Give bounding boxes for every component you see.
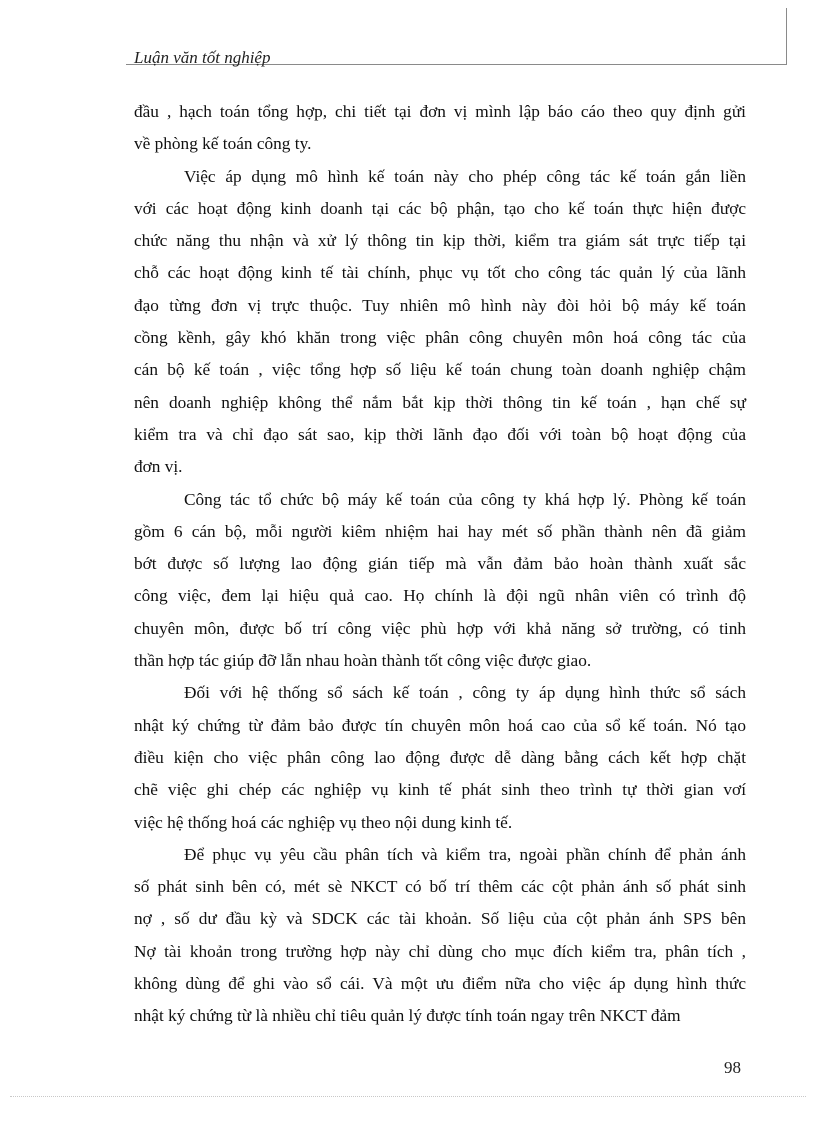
footer-divider [10,1096,806,1097]
text-line: chỗ các hoạt động kinh tế tài chính, phục vụ tốt cho công tác quản lý của lãnh [134,263,746,283]
paragraph [134,839,746,1033]
text-line: đơn vị. [134,457,183,477]
text-line: đạo từng đơn vị trực thuộc. Tuy nhiên mô hình này đòi hỏi bộ máy kế toán [134,295,746,315]
text-line: gồm 6 cán bộ, mỗi người kiêm nhiệm hai hay mét số phần thành nên đã giảm [134,521,746,541]
text-line: nhật ký chứng từ là nhiều chỉ tiêu quản lý được tính toán ngay trên NKCT đảm [134,1006,681,1026]
paragraph [134,161,746,484]
text-line: Để phục vụ yêu cầu phân tích và kiểm tra, ngoài phần chính để phản ánh [184,844,746,864]
text-line: việc hệ thống hoá các nghiệp vụ theo nội dung kinh tế. [134,812,513,832]
text-line: về phòng kế toán công ty. [134,134,312,154]
text-line: công việc, đem lại hiệu quả cao. Họ chính là đội ngũ nhân viên có trình độ [134,586,746,606]
paragraph [134,677,746,838]
page-number: 98 [724,1058,741,1077]
text-line: chức năng thu nhận và xử lý thông tin kịp thời, kiểm tra giám sát trực tiếp tại [134,231,746,251]
paragraph [134,96,746,161]
text-line: Việc áp dụng mô hình kế toán này cho phép công tác kế toán gắn liền [184,166,746,186]
paragraph [134,484,746,678]
text-line: số phát sinh bên có, mét sè NKCT có bố trí thêm các cột phản ánh số phát sinh [134,877,746,897]
body-text [134,96,746,1033]
text-line: Đối với hệ thống sổ sách kế toán , công ty áp dụng hình thức sổ sách [184,683,746,703]
text-line: kiểm tra và chỉ đạo sát sao, kịp thời lãnh đạo đối với toàn bộ hoạt động của [134,424,746,444]
text-line: chẽ việc ghi chép các nghiệp vụ kinh tế phát sinh theo trình tự thời gian vơí [134,780,746,800]
text-line: Công tác tổ chức bộ máy kế toán của công ty khá hợp lý. Phòng kế toán [184,489,746,509]
text-line: thần hợp tác giúp đỡ lẫn nhau hoàn thành tốt công việc được giao. [134,651,592,671]
text-line: cán bộ kế toán , việc tổng hợp số liệu kế toán chung toàn doanh nghiệp chậm [134,360,746,380]
text-line: nợ , số dư đầu kỳ và SDCK các tài khoản. Số liệu của cột phản ánh SPS bên [134,909,746,929]
text-line: chuyên môn, được bố trí công việc phù hợp với khả năng sở trường, có tinh [134,618,746,638]
text-line: bớt được số lượng lao động gián tiếp mà vẫn đảm bảo hoàn thành xuất sắc [134,554,746,574]
text-line: nên doanh nghiệp không thể nắm bắt kịp thời thông tin kế toán , hạn chế sự [134,392,746,412]
text-line: cồng kềnh, gây khó khăn trong việc phân công chuyên môn hoá công tác của [134,328,746,348]
text-line: Nợ tài khoản trong trường hợp này chỉ dùng cho mục đích kiểm tra, phân tích , [134,941,746,961]
text-line: điều kiện cho việc phân công lao động được dễ dàng bằng cách kết hợp chặt [134,747,746,767]
text-line: đầu , hạch toán tổng hợp, chi tiết tại đơn vị mình lập báo cáo theo quy định gửi [134,102,746,121]
text-line: không dùng để ghi vào sổ cái. Và một ưu điểm nữa cho việc áp dụng hình thức [134,974,746,994]
text-line: với các hoạt động kinh doanh tại các bộ phận, tạo cho kế toán thực hiện được [134,198,746,218]
text-line: nhật ký chứng từ đảm bảo được tín chuyên môn hoá cao của sổ kế toán. Nó tạo [134,715,746,735]
header-title: Luận văn tốt nghiệp [134,48,271,67]
